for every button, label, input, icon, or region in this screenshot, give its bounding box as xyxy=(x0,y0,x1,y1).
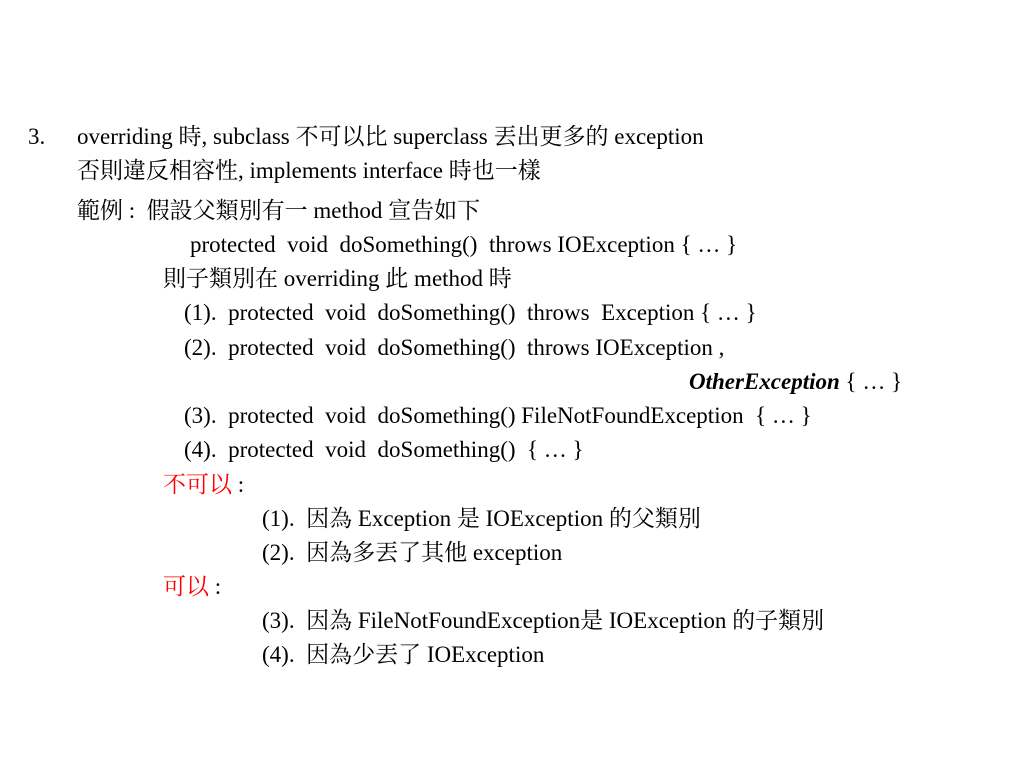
item-number: 3. xyxy=(28,124,46,149)
not-allowed-label: 不可以 xyxy=(163,472,232,497)
line-subclass-intro: 則子類別在 overriding 此 method 時 xyxy=(163,266,512,291)
line-reason-4: (4). 因為少丟了 IOException xyxy=(262,642,545,667)
line-option-4: (4). protected void doSomething() { … } xyxy=(184,437,584,462)
line-example-intro: 範例 : 假設父類別有一 method 宣告如下 xyxy=(77,198,481,223)
line-reason-2: (2). 因為多丟了其他 exception xyxy=(262,540,563,565)
line-option-1: (1). protected void doSomething() throws Exception { … } xyxy=(184,300,757,325)
line-allowed-heading xyxy=(163,575,221,598)
allowed-label: 可以 xyxy=(163,574,209,599)
line-overriding-rule: overriding 時, subclass 不可以比 superclass 丟出更多的 exception xyxy=(77,124,704,149)
line-option-2: (2). protected void doSomething() throws IOException , xyxy=(184,335,725,360)
line-superclass-method: protected void doSomething() throws IOException { … } xyxy=(190,232,738,257)
line-option-2-continued xyxy=(689,370,902,393)
line-reason-1: (1). 因為 Exception 是 IOException 的父類別 xyxy=(262,506,701,531)
not-allowed-colon: : xyxy=(232,472,245,497)
line-not-allowed-heading xyxy=(163,473,244,496)
allowed-colon: : xyxy=(209,574,222,599)
line-option-3: (3). protected void doSomething() FileNotFoundException { … } xyxy=(184,403,812,428)
line-compatibility-rule: 否則違反相容性, implements interface 時也一樣 xyxy=(77,158,541,183)
other-exception-body: { … } xyxy=(839,369,903,394)
other-exception-emphasis: OtherException xyxy=(689,369,840,394)
line-reason-3: (3). 因為 FileNotFoundException是 IOException 的子類別 xyxy=(262,608,825,633)
